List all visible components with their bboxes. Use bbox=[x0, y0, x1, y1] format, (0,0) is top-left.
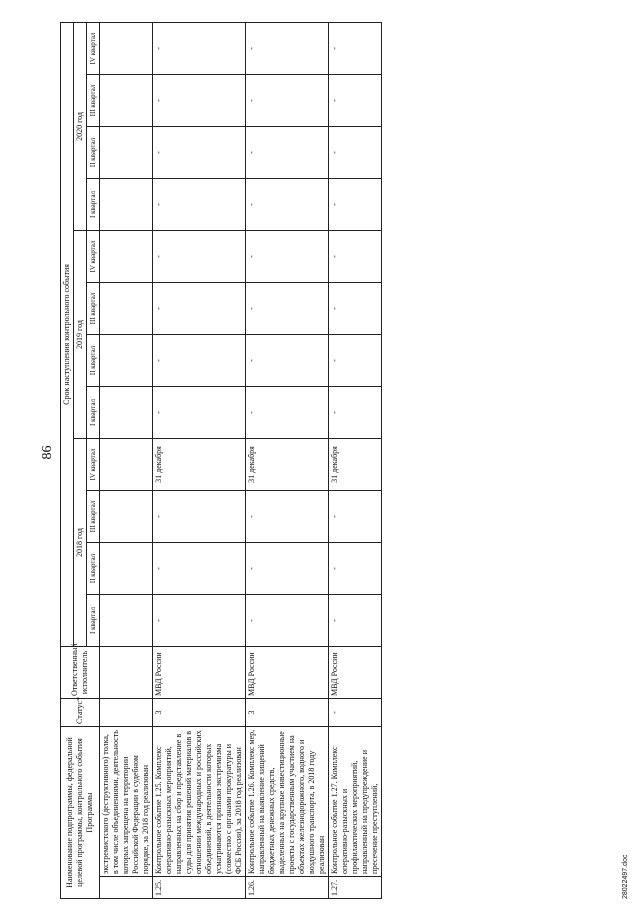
table-row bbox=[153, 22, 246, 898]
row-cell: - bbox=[329, 335, 382, 387]
row-cell: - bbox=[153, 387, 246, 439]
header-year-2018: 2018 год bbox=[74, 439, 87, 647]
header-quarter: IV квартал bbox=[87, 231, 100, 283]
row-cell: - bbox=[153, 127, 246, 179]
row-cell bbox=[100, 387, 153, 439]
row-name: экстремистского (деструктивного) толка, в том числе объединениями, деятельность которых запрещена на территории Российской Федерации в судебном порядке, за 2018 год реализован bbox=[100, 727, 153, 877]
header-year-2020: 2020 год bbox=[74, 22, 87, 230]
header-year-2019: 2019 год bbox=[74, 231, 87, 439]
table-row-continuation bbox=[100, 22, 153, 898]
row-cell: - bbox=[246, 595, 329, 647]
row-cell: - bbox=[329, 387, 382, 439]
row-cell: - bbox=[329, 491, 382, 543]
row-executor bbox=[100, 647, 153, 699]
row-cell: - bbox=[153, 179, 246, 231]
row-cell: - bbox=[246, 231, 329, 283]
row-cell: - bbox=[153, 543, 246, 595]
header-name: Наименование подпрограммы, федеральной целевой программы, контрольного события Программы bbox=[61, 727, 100, 899]
row-number: 1.25. bbox=[153, 877, 246, 899]
header-quarter: II квартал bbox=[87, 127, 100, 179]
row-cell bbox=[100, 283, 153, 335]
row-cell: - bbox=[329, 75, 382, 127]
row-number: 1.27. bbox=[329, 877, 382, 899]
header-quarter: IV квартал bbox=[87, 22, 100, 74]
row-cell: 31 декабря bbox=[246, 439, 329, 491]
row-cell: - bbox=[246, 543, 329, 595]
row-cell: - bbox=[153, 75, 246, 127]
row-status: 3 bbox=[246, 699, 329, 727]
row-cell: - bbox=[153, 231, 246, 283]
row-name: Контрольное событие 1.25. Комплекс оперативно-разыскных мероприятий, направленных на сбор и представление в суды для принятия решений материалов в отношении международных и российских объединений, в деятельности которых усматриваются признаки экстремизма (совместно с органами прокуратуры и ФСБ России), за 2018 год реализован bbox=[153, 727, 246, 877]
row-cell bbox=[100, 335, 153, 387]
row-number bbox=[100, 877, 153, 899]
header-quarter: III квартал bbox=[87, 75, 100, 127]
page-number: 86 bbox=[40, 445, 55, 460]
row-cell: - bbox=[246, 22, 329, 74]
row-cell: - bbox=[246, 491, 329, 543]
row-name: Контрольное событие 1.27. Комплекс оперативно-разыскных и профилактических мероприятий, направленный на предупреждение и пресечение преступлений, bbox=[329, 727, 382, 877]
row-cell: - bbox=[329, 283, 382, 335]
row-cell: 31 декабря bbox=[329, 439, 382, 491]
row-cell bbox=[100, 439, 153, 491]
row-cell: - bbox=[153, 491, 246, 543]
row-cell bbox=[100, 491, 153, 543]
header-deadline: Срок наступления контрольного события bbox=[61, 22, 74, 646]
header-quarter: II квартал bbox=[87, 335, 100, 387]
document-code: 28022497.doc bbox=[622, 854, 629, 899]
row-executor: МВД России bbox=[153, 647, 246, 699]
header-quarter: I квартал bbox=[87, 179, 100, 231]
row-cell: - bbox=[153, 595, 246, 647]
header-quarter: I квартал bbox=[87, 595, 100, 647]
table-row bbox=[246, 22, 329, 898]
header-quarter: I квартал bbox=[87, 387, 100, 439]
header-quarter: III квартал bbox=[87, 491, 100, 543]
header-quarter: II квартал bbox=[87, 543, 100, 595]
header-quarter: III квартал bbox=[87, 283, 100, 335]
control-events-table bbox=[60, 22, 382, 899]
row-cell: 31 декабря bbox=[153, 439, 246, 491]
row-cell: - bbox=[329, 127, 382, 179]
row-cell: - bbox=[246, 127, 329, 179]
row-cell: - bbox=[246, 179, 329, 231]
header-row-1 bbox=[61, 22, 74, 898]
row-cell: - bbox=[246, 75, 329, 127]
row-name: Контрольное событие 1.26. Комплекс мер, направленный на выявление хищений бюджетных денежных средств, выделенных на крупные инвестиционные проекты с государственным участием на объектах железнодорожного, водного и воздушного транспорта, в 2018 году реализован bbox=[246, 727, 329, 877]
header-executor: Ответственный исполнитель bbox=[61, 647, 100, 699]
row-cell bbox=[100, 595, 153, 647]
row-cell: - bbox=[329, 595, 382, 647]
row-cell: - bbox=[246, 387, 329, 439]
row-status bbox=[100, 699, 153, 727]
row-cell: - bbox=[153, 22, 246, 74]
row-status: - bbox=[329, 699, 382, 727]
row-cell: - bbox=[329, 231, 382, 283]
row-cell bbox=[100, 179, 153, 231]
row-cell bbox=[100, 543, 153, 595]
row-number: 1.26. bbox=[246, 877, 329, 899]
row-cell: - bbox=[246, 335, 329, 387]
row-cell: - bbox=[329, 22, 382, 74]
row-cell bbox=[100, 75, 153, 127]
row-cell: - bbox=[153, 335, 246, 387]
row-cell: - bbox=[246, 283, 329, 335]
row-cell bbox=[100, 231, 153, 283]
row-executor: МВД России bbox=[246, 647, 329, 699]
row-status: 3 bbox=[153, 699, 246, 727]
table-row bbox=[329, 22, 382, 898]
row-cell bbox=[100, 22, 153, 74]
row-executor: МВД России bbox=[329, 647, 382, 699]
header-status: Статус* bbox=[61, 699, 100, 727]
row-cell: - bbox=[329, 543, 382, 595]
row-cell: - bbox=[329, 179, 382, 231]
header-quarter: IV квартал bbox=[87, 439, 100, 491]
row-cell: - bbox=[153, 283, 246, 335]
row-cell bbox=[100, 127, 153, 179]
